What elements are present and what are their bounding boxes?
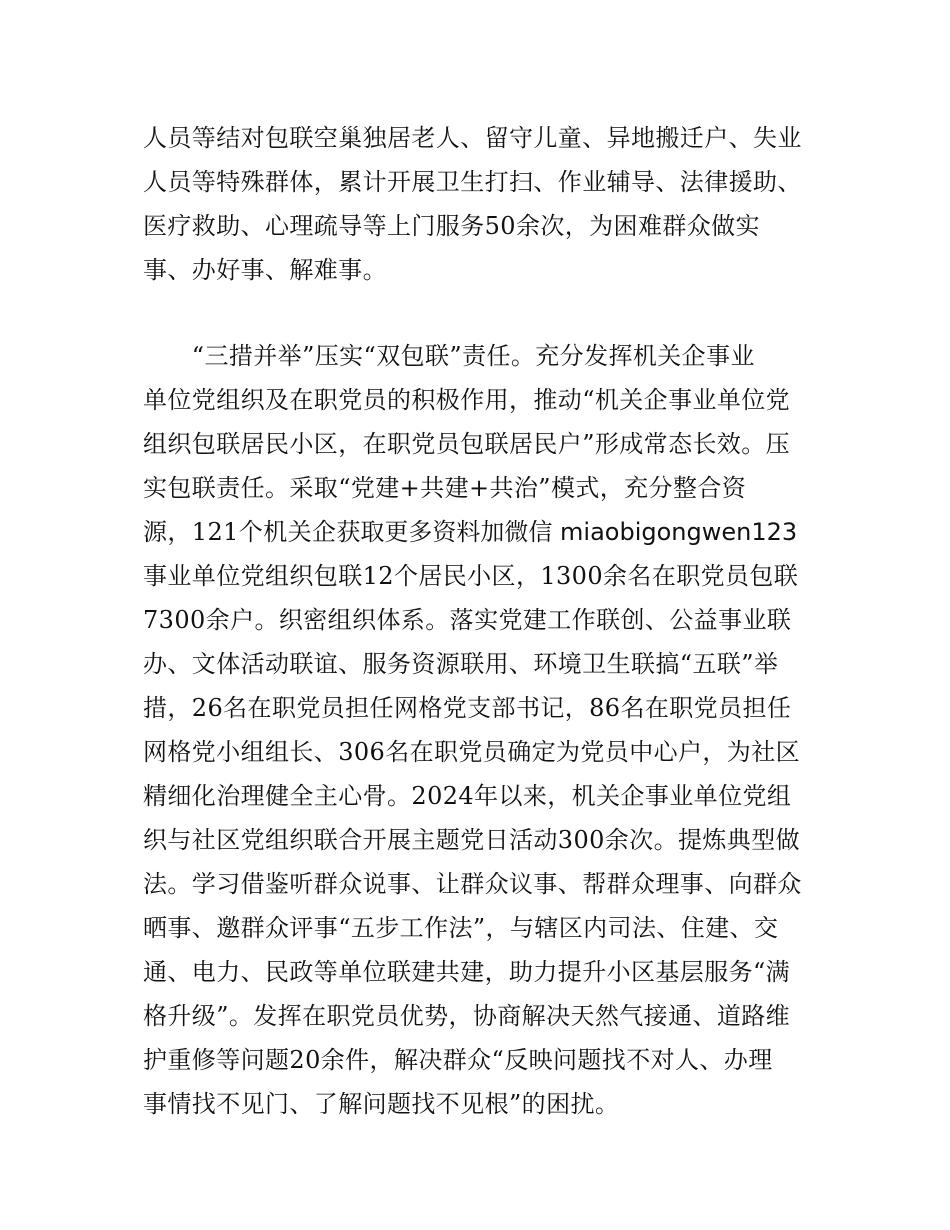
- text-line: 人员等特殊群体，累计开展卫生打扫、作业辅导、法律援助、: [143, 168, 802, 196]
- text-line: 精细化治理健全主心骨。2024年以来，机关企事业单位党组: [143, 782, 792, 810]
- text-line: 事情找不见门、了解问题找不见根”的困扰。: [143, 1090, 620, 1118]
- paragraph-2: [143, 334, 811, 1126]
- text-line: 织与社区党组织联合开展主题党日活动300余次。提炼典型做: [143, 826, 801, 854]
- text-line: 措，26名在职党员担任网格党支部书记，86名在职党员担任: [143, 694, 792, 722]
- text-line: 单位党组织及在职党员的积极作用，推动“机关企事业单位党: [143, 386, 791, 414]
- text-line: 办、文体活动联谊、服务资源联用、环境卫生联搞“五联”举: [143, 650, 779, 678]
- text-line: 事业单位党组织包联12个居民小区，1300余名在职党员包联: [143, 562, 799, 590]
- text-line: “三措并举”压实“双包联”责任。充分发挥机关企事业: [143, 342, 755, 370]
- text-fragment: 源，121个机关企: [143, 518, 337, 546]
- text-line: 网格党小组组长、306名在职党员确定为党员中心户，为社区: [143, 738, 801, 766]
- text-line-with-watermark: [143, 510, 811, 554]
- text-line: 事、办好事、解难事。: [143, 256, 387, 284]
- text-line: 7300余户。织密组织体系。落实党建工作联创、公益事业联: [143, 606, 792, 634]
- text-line: 人员等结对包联空巢独居老人、留守儿童、异地搬迁户、失业: [143, 124, 802, 152]
- text-line: 通、电力、民政等单位联建共建，助力提升小区基层服务“满: [143, 958, 791, 986]
- text-line: 医疗救助、心理疏导等上门服务50余次，为困难群众做实: [143, 212, 760, 240]
- paragraph-1: [143, 116, 811, 292]
- text-line: 组织包联居民小区，在职党员包联居民户”形成常态长效。压: [143, 430, 791, 458]
- watermark-text: 获取更多资料加微信 miaobigongwen123: [336, 518, 798, 546]
- text-line: 格升级”。发挥在职党员优势，协商解决天然气接通、道路维: [143, 1002, 791, 1030]
- text-line: 护重修等问题20余件，解决群众“反映问题找不对人、办理: [143, 1046, 773, 1074]
- text-line: 实包联责任。采取“党建+共建+共治”模式，充分整合资: [143, 474, 747, 502]
- text-line: 晒事、邀群众评事“五步工作法”，与辖区内司法、住建、交: [143, 914, 779, 942]
- text-line: 法。学习借鉴听群众说事、让群众议事、帮群众理事、向群众: [143, 870, 802, 898]
